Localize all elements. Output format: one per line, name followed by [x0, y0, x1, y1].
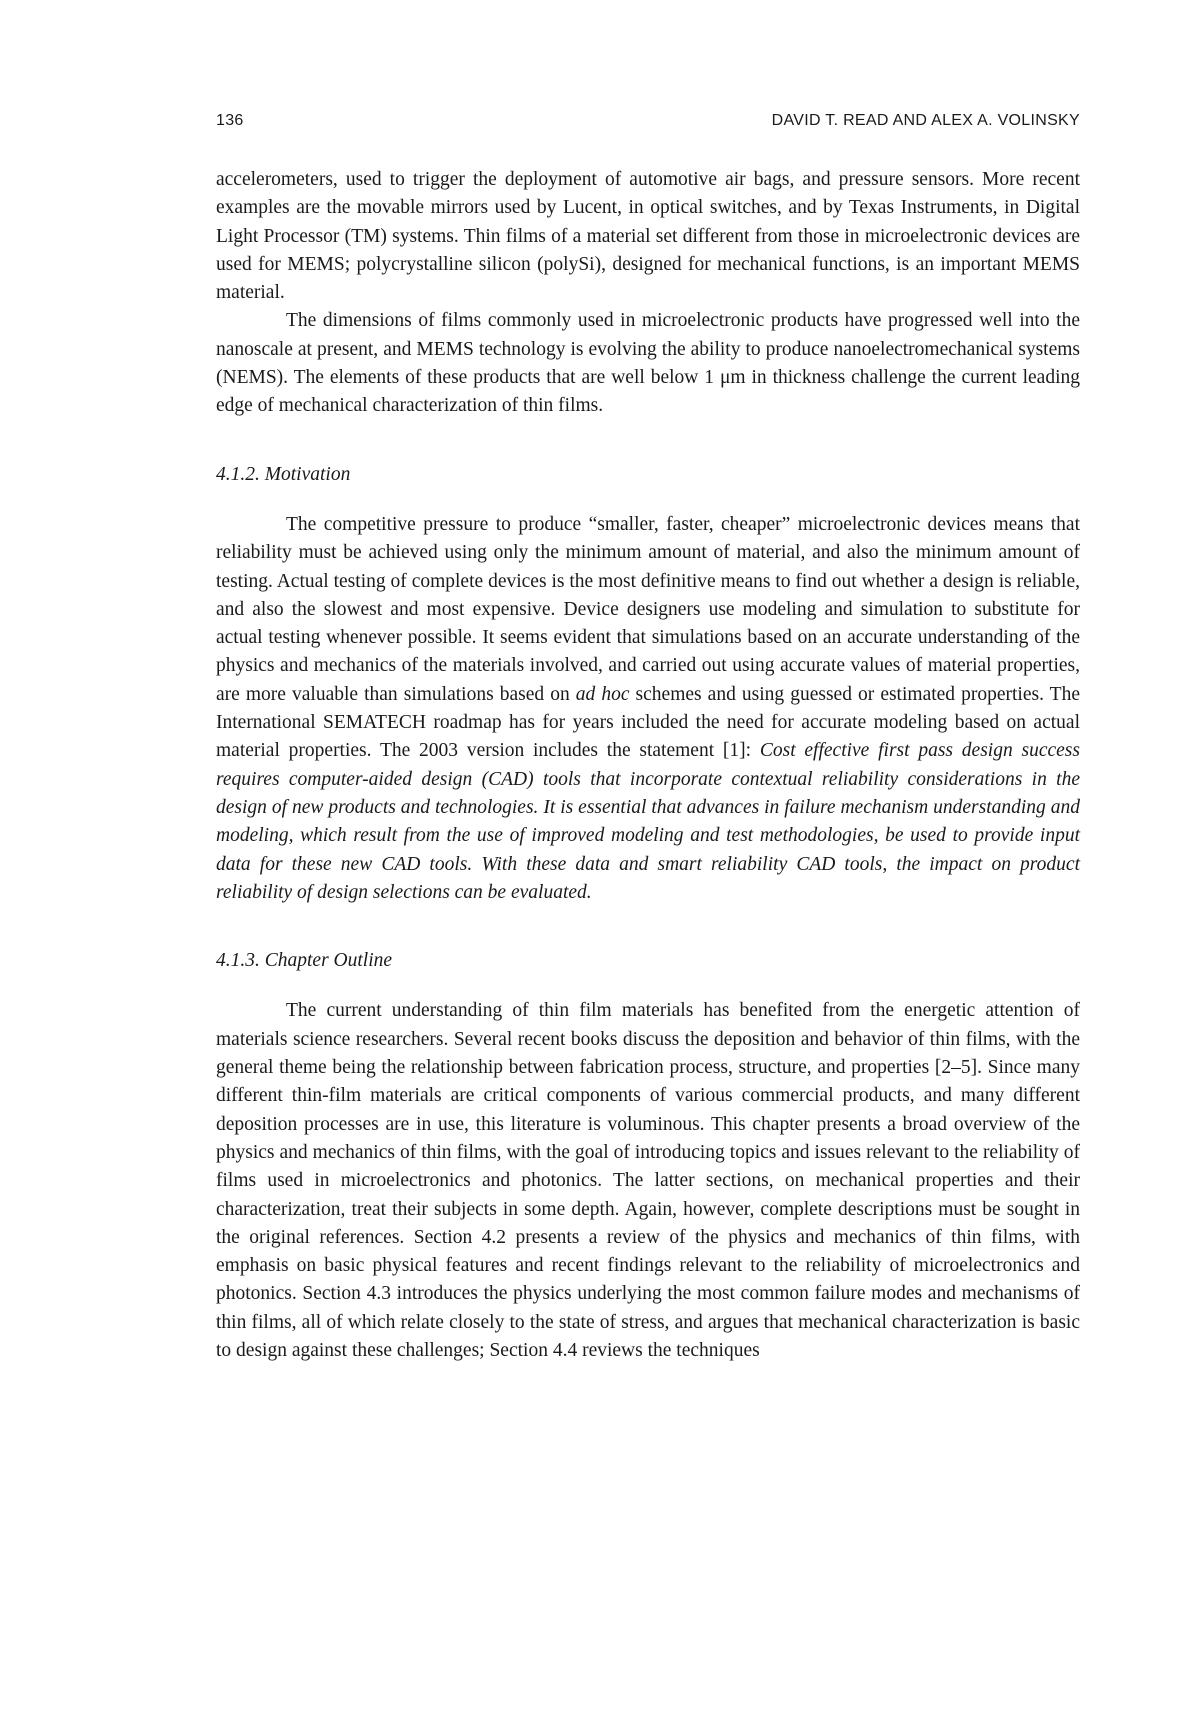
running-head-authors: DAVID T. READ AND ALEX A. VOLINSKY: [771, 112, 1080, 129]
paragraph-4: The current understanding of thin film materials has benefited from the energetic attention of materials science researchers. Several recent books discuss the deposition and behavior of thin films, with the general theme being the relationship between fabrication process, structure, and properties [2–5]. Since many different thin-film materials are critical components of various commercial products, and many different deposition processes are in use, this literature is voluminous. This chapter presents a broad overview of the physics and mechanics of thin films, with the goal of introducing topics and issues relevant to the reliability of films used in microelectronics and photonics. The latter sections, on mechanical properties and their characterization, treat their subjects in some depth. Again, however, complete descriptions must be sought in the original references. Section 4.2 presents a review of the physics and mechanics of thin films, with emphasis on basic physical features and recent findings relevant to the reliability of microelectronics and photonics. Section 4.3 introduces the physics underlying the most common failure modes and mechanisms of thin films, all of which relate closely to the state of stress, and argues that mechanical characterization is basic to design against these challenges; Section 4.4 reviews the techniques: [216, 1000, 1080, 1361]
section-heading-motivation: 4.1.2. Motivation: [216, 463, 351, 485]
paragraph-1: accelerometers, used to trigger the deployment of automotive air bags, and pressure sensors. More recent examples are the movable mirrors used by Lucent, in optical switches, and by Texas Instruments, in Digital Light Processor (TM) systems. Thin films of a material set different from those in microelectronic devices are used for MEMS; polycrystalline silicon (polySi), designed for mechanical functions, is an important MEMS material.: [216, 169, 1080, 304]
paragraph-2: The dimensions of films commonly used in microelectronic products have progressed well into the nanoscale at present, and MEMS technology is evolving the ability to produce nanoelectromechanical systems (NEMS). The elements of these products that are well below 1 μm in thickness challenge the current leading edge of mechanical characterization of thin films.: [216, 310, 1080, 417]
paragraph-3-ad-hoc: ad hoc: [575, 683, 630, 705]
paragraph-3-text-b: schemes and using guessed or estimated properties. The International SEMATECH roadmap has for years included the need for accurate modeling based on actual material properties. The 2003 version includes the statement [1]:: [216, 683, 1080, 762]
paragraph-3-text-a: The competitive pressure to produce “smaller, faster, cheaper” microelectronic devices means that reliability must be achieved using only the minimum amount of material, and also the minimum amount of testing. Actual testing of complete devices is the most definitive means to find out whether a design is reliable, and also the slowest and most expensive. Device designers use modeling and simulation to substitute for actual testing whenever possible. It seems evident that simulations based on an accurate understanding of the physics and mechanics of the materials involved, and carried out using accurate values of material properties, are more valuable than simulations based on: [216, 513, 1080, 705]
page-number: 136: [216, 112, 244, 129]
body-text: [216, 166, 1080, 1365]
paragraph-3-quote: Cost effective first pass design success requires computer-aided design (CAD) tools that incorporate contextual reliability considerations in the design of new products and technologies. It is essential that advances in failure mechanism understanding and modeling, which result from the use of improved modeling and test methodologies, be used to provide input data for these new CAD tools. With these data and smart reliability CAD tools, the impact on product reliability of design selections can be evaluated.: [216, 740, 1080, 903]
section-heading-chapter-outline: 4.1.3. Chapter Outline: [216, 950, 393, 972]
paragraph-3: [216, 511, 1080, 907]
